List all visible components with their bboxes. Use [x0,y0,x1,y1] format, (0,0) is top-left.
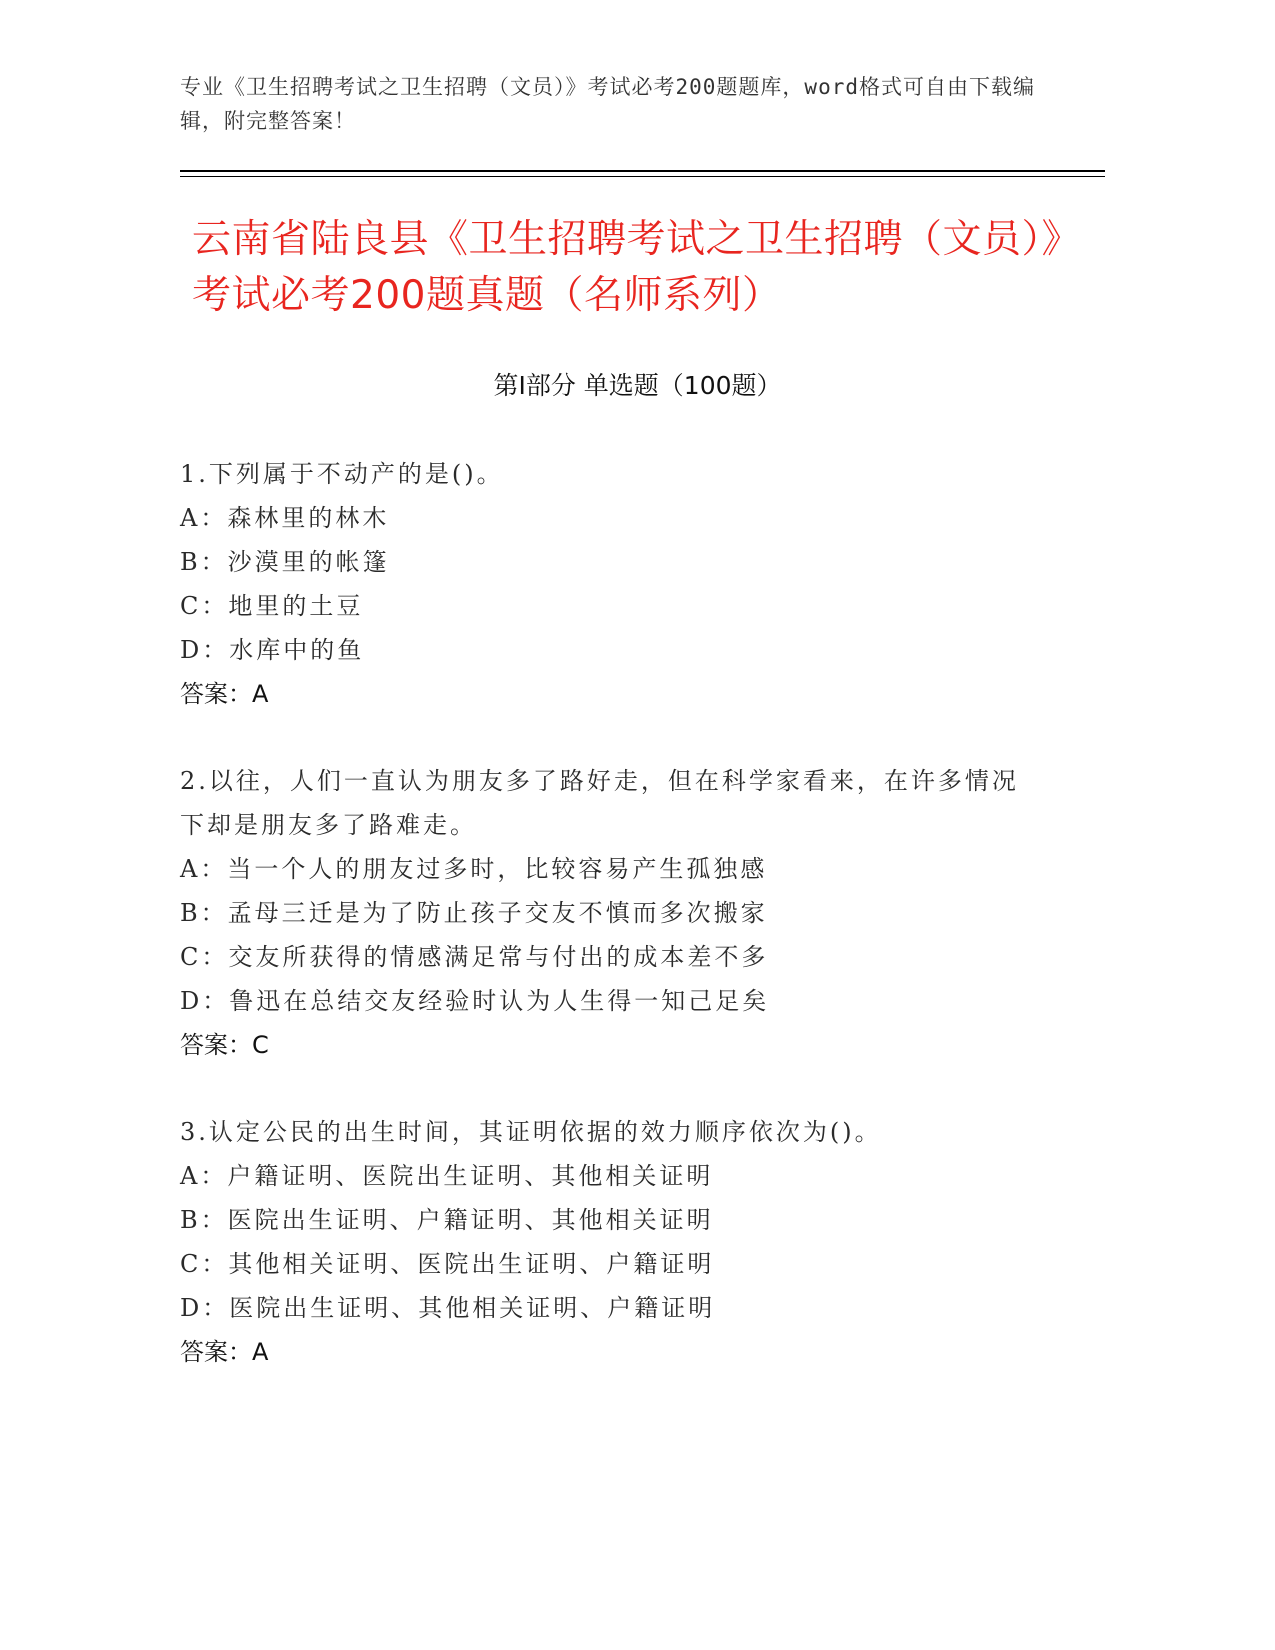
option-d: D：鲁迅在总结交友经验时认为人生得一知己足矣 [180,987,770,1015]
option-c: C：其他相关证明、医院出生证明、户籍证明 [180,1250,715,1278]
question-3 [180,1110,1040,1374]
question-stem: 2.以往，人们一直认为朋友多了路好走，但在科学家看来，在许多情况下却是朋友多了路难走。 [180,767,1019,839]
option-c: C：地里的土豆 [180,592,364,620]
answer: 答案：C [180,1031,269,1059]
answer: 答案：A [180,1338,269,1366]
header-divider-thin [180,176,1105,177]
option-d: D：医院出生证明、其他相关证明、户籍证明 [180,1294,716,1322]
option-b: B：孟母三迁是为了防止孩子交友不慎而多次搬家 [180,899,768,927]
option-a: A：户籍证明、医院出生证明、其他相关证明 [180,1162,714,1190]
answer: 答案：A [180,680,269,708]
question-stem: 3.认定公民的出生时间，其证明依据的效力顺序依次为()。 [180,1118,882,1146]
header-divider-thick [180,170,1105,172]
document-title: 云南省陆良县《卫生招聘考试之卫生招聘（文员）》考试必考200题真题（名师系列） [192,217,1082,318]
intro-text: 专业《卫生招聘考试之卫生招聘（文员）》考试必考200题题库，word格式可自由下载编辑，附完整答案！ [180,75,1035,133]
option-c: C：交友所获得的情感满足常与付出的成本差不多 [180,943,769,971]
option-a: A：当一个人的朋友过多时，比较容易产生孤独感 [180,855,768,883]
question-2 [180,759,1040,1067]
question-list [180,452,1040,1417]
option-b: B：医院出生证明、户籍证明、其他相关证明 [180,1206,714,1234]
question-1 [180,452,1040,716]
option-b: B：沙漠里的帐篷 [180,548,390,576]
section-title: 第I部分 单选题（100题） [493,371,782,400]
option-d: D：水库中的鱼 [180,636,365,664]
option-a: A：森林里的林木 [180,504,390,532]
question-stem: 1.下列属于不动产的是()。 [180,460,504,488]
